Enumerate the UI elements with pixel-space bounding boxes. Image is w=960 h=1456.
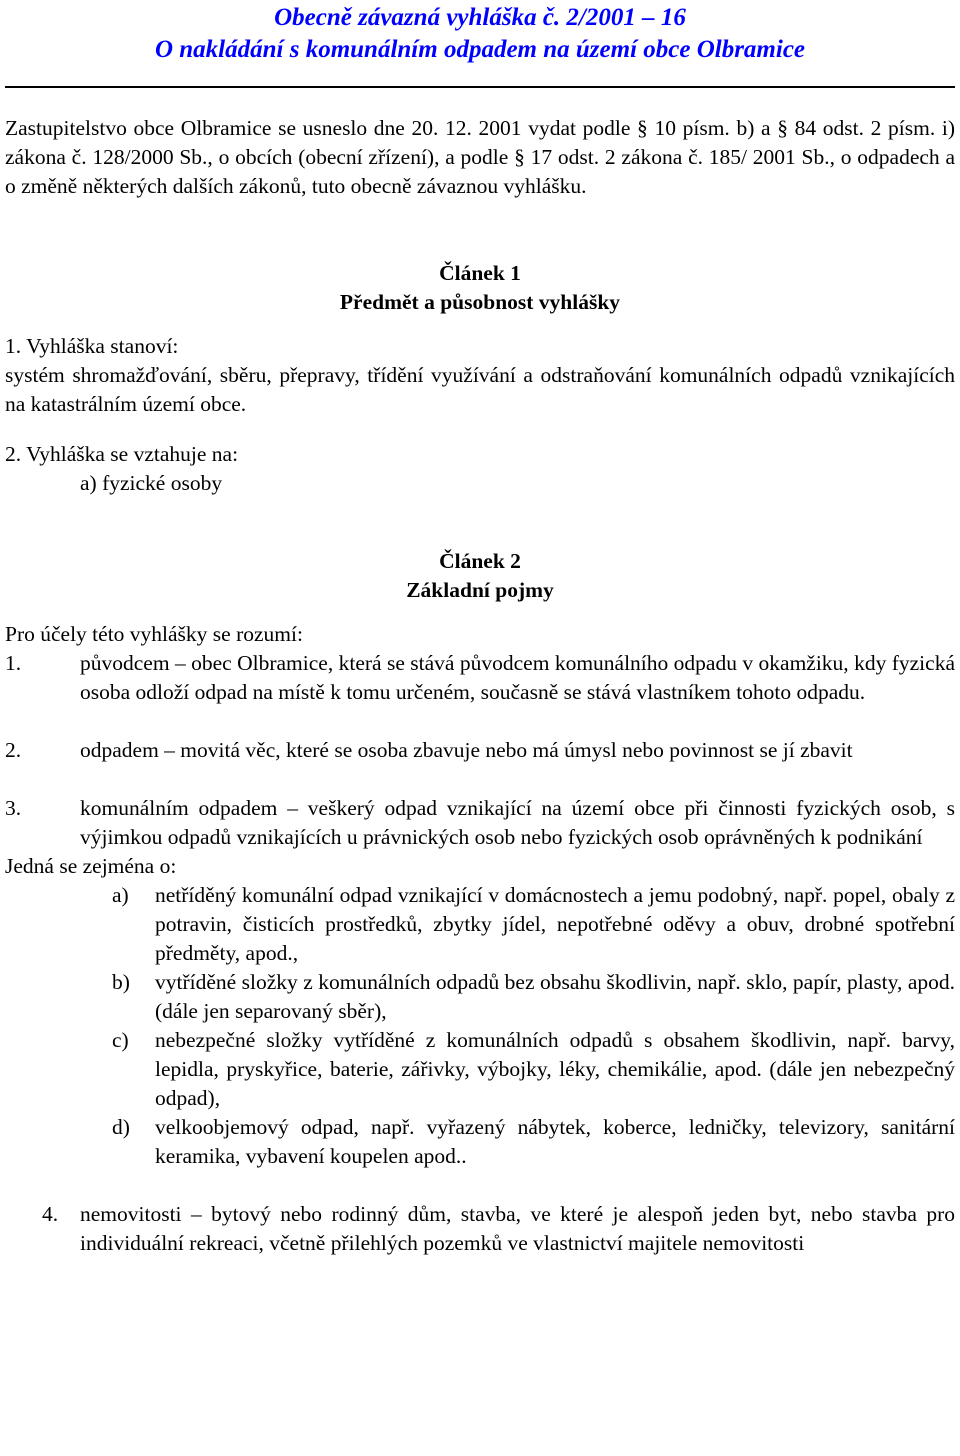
title-line-1: Obecně závazná vyhláška č. 2/2001 – 16 (274, 4, 686, 31)
article-1-point-1-head: 1. Vyhláška stanoví: (5, 334, 179, 358)
definition-number: 1. (5, 651, 22, 675)
definition-text: původcem – obec Olbramice, která se stává původcem komunálního odpadu v okamžiku, kdy fyzická osoba odloží odpad na místě k tomu určeném, současně se stává vlastníkem tohoto odpadu. (80, 651, 955, 704)
definition-item (5, 736, 955, 765)
especially-label: Jedná se zejména o: (5, 854, 177, 878)
article-1-point-2-item-a: a) fyzické osoby (80, 471, 223, 495)
definition-text: odpadem – movitá věc, které se osoba zbavuje nebo má úmysl nebo povinnost se jí zbavit (80, 738, 853, 762)
waste-type-letter: b) (112, 970, 130, 994)
definition-text: komunálním odpadem – veškerý odpad vznikající na území obce při činnosti fyzických osob, s výjimkou odpadů vznikajících u právnických osob nebo fyzických osob oprávněných k podnikání (80, 796, 955, 849)
waste-type-letter: a) (112, 883, 129, 907)
waste-type-text: velkoobjemový odpad, např. vyřazený nábytek, koberce, ledničky, televizory, sanitární keramika, vybavení koupelen apod.. (155, 1115, 955, 1168)
waste-type-item (112, 968, 955, 1026)
waste-type-item (112, 1113, 955, 1171)
title-divider (5, 86, 955, 88)
preamble: Zastupitelstvo obce Olbramice se usneslo dne 20. 12. 2001 vydat podle § 10 písm. b) a § 84 odst. 2 písm. i) zákona č. 128/2000 Sb., o obcích (obecní zřízení), a podle § 17 odst. 2 zákona č. 185/ 2001 Sb., o odpadech a o změně některých dalších zákonů, tuto obecně závaznou vyhlášku. (5, 116, 955, 198)
article-1-point-1-text: systém shromažďování, sběru, přepravy, třídění využívání a odstraňování komunálních odpadů vznikajících na katastrálním území obce. (5, 363, 955, 416)
definition-item (5, 1200, 955, 1258)
definition-item (5, 649, 955, 707)
article-2-subheading: Základní pojmy (406, 578, 554, 602)
article-2-intro: Pro účely této vyhlášky se rozumí: (5, 622, 303, 646)
waste-type-text: vytříděné složky z komunálních odpadů bez obsahu škodlivin, např. sklo, papír, plasty, apod. (dále jen separovaný sběr), (155, 970, 955, 1023)
waste-type-letter: d) (112, 1115, 130, 1139)
waste-type-letter: c) (112, 1028, 129, 1052)
definition-text: nemovitosti – bytový nebo rodinný dům, stavba, ve které je alespoň jeden byt, nebo stavba pro individuální rekreaci, včetně přilehlých pozemků ve vlastnictví majitele nemovitosti (80, 1202, 955, 1255)
waste-type-text: netříděný komunální odpad vznikající v domácnostech a jemu podobný, např. popel, obaly z potravin, čisticích prostředků, zbytky jídel, nepotřebné oděvy a obuv, drobné spotřební předměty, apod., (155, 883, 955, 965)
article-2-heading: Článek 2 (439, 549, 521, 573)
definition-number: 2. (5, 738, 22, 762)
definition-number: 3. (5, 796, 22, 820)
document-page (5, 0, 955, 1258)
waste-type-text: nebezpečné složky vytříděné z komunálních odpadů s obsahem škodlivin, např. barvy, lepidla, pryskyřice, baterie, zářivky, výbojky, léky, chemikálie, apod. (dále jen nebezpečný odpad), (155, 1028, 955, 1110)
definition-item (5, 794, 955, 852)
article-1-point-2-head: 2. Vyhláška se vztahuje na: (5, 442, 239, 466)
waste-type-item (112, 881, 955, 968)
document-title (5, 2, 955, 66)
definition-number: 4. (42, 1202, 59, 1226)
title-line-2: O nakládání s komunálním odpadem na území obce Olbramice (154, 36, 806, 63)
article-1-heading: Článek 1 (439, 261, 521, 285)
waste-type-item (112, 1026, 955, 1113)
article-1-subheading: Předmět a působnost vyhlášky (339, 290, 621, 314)
